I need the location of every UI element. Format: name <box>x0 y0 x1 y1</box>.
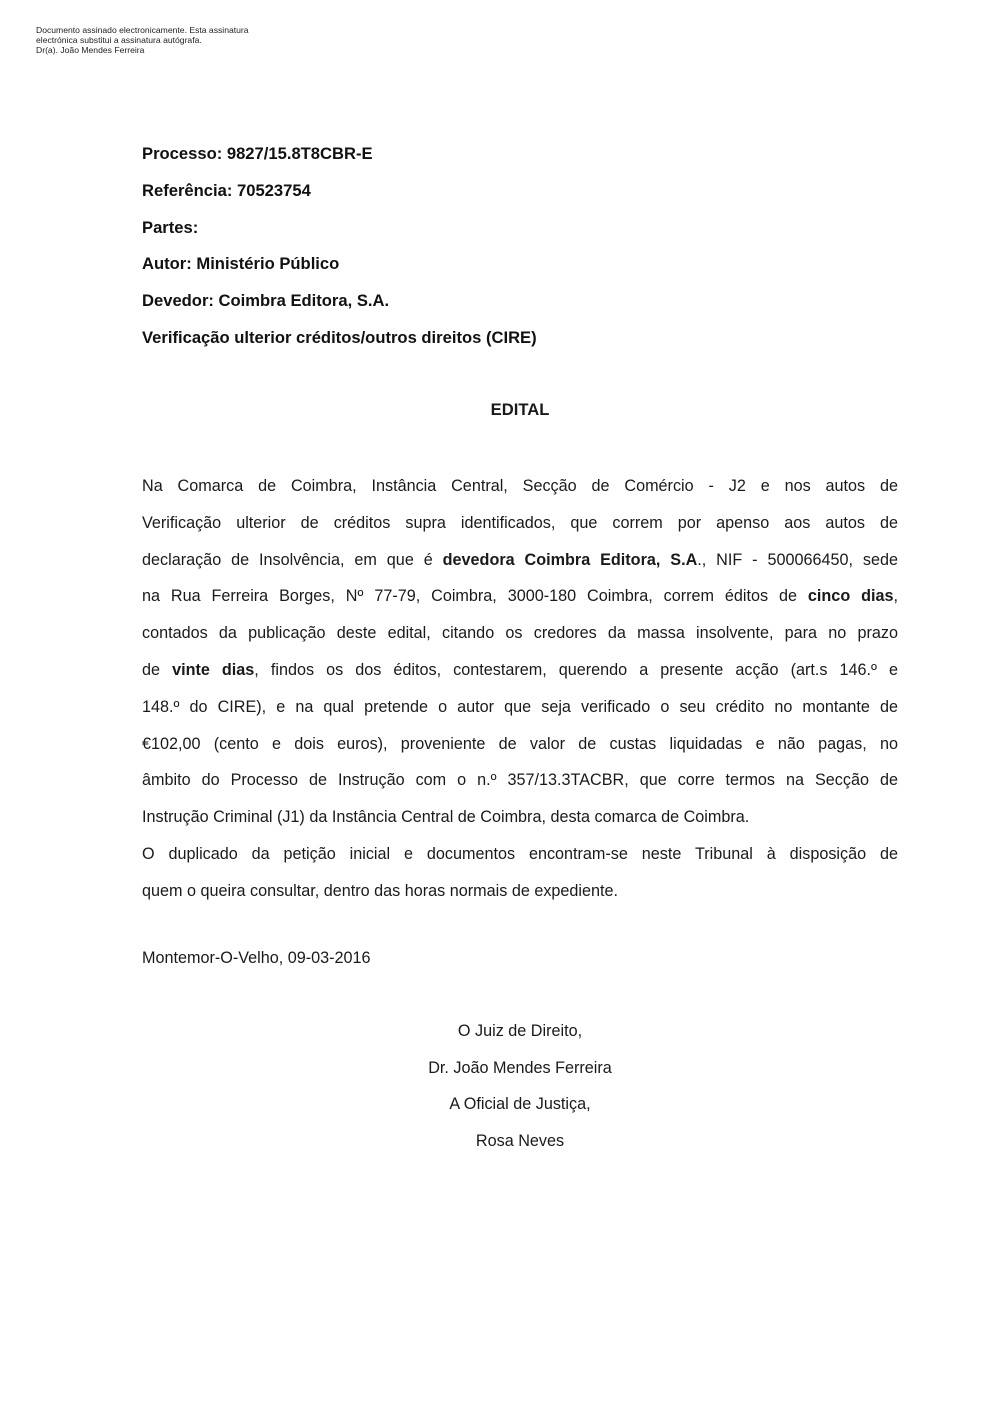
debtor: Devedor: Coimbra Editora, S.A. <box>142 291 390 311</box>
plaintiff: Autor: Ministério Público <box>142 254 340 274</box>
stamp-line: Dr(a). João Mendes Ferreira <box>36 45 145 56</box>
parties-label: Partes: <box>142 217 199 237</box>
body-line: âmbito do Processo de Instrução com o n.º 357/13.3TACBR, que corre termos na Secção de <box>142 771 898 790</box>
contest-period-bold: vinte dias <box>172 660 255 679</box>
judge-title: O Juiz de Direito, <box>457 1022 583 1040</box>
body-line: Verificação ulterior de créditos supra identificados, que correm por apenso aos autos de <box>142 513 898 532</box>
body-line: declaração de Insolvência, em que é devedora Coimbra Editora, S.A., NIF - 500066450, sede <box>142 550 899 569</box>
paragraph-documents <box>142 836 898 910</box>
case-header <box>142 140 537 361</box>
debtor-name-bold: devedora Coimbra Editora, S.A <box>442 550 698 569</box>
body-line: O duplicado da petição inicial e documentos encontram-se neste Tribunal à disposição de <box>142 844 898 863</box>
body-line: Instrução Criminal (J1) da Instância Central de Coimbra, desta comarca de Coimbra. <box>142 808 750 827</box>
body-line: 148.º do CIRE), e na qual pretende o autor que seja verificado o seu crédito no montante de <box>142 697 898 716</box>
electronic-signature-stamp <box>36 25 296 56</box>
document-title: EDITAL <box>490 400 550 419</box>
stamp-line: Documento assinado electronicamente. Esta assinatura <box>36 25 249 35</box>
body-line: quem o queira consultar, dentro das horas normais de expediente. <box>142 881 619 900</box>
body-line: contados da publicação deste edital, citando os credores da massa insolvente, para no prazo <box>142 624 898 643</box>
paragraph-main <box>142 468 898 836</box>
reference-number: Referência: 70523754 <box>142 180 311 200</box>
body-line: €102,00 (cento e dois euros), proveniente de valor de custas liquidadas e não pagas, no <box>142 734 898 753</box>
body-line: na Rua Ferreira Borges, Nº 77-79, Coimbra, 3000-180 Coimbra, correm éditos de cinco dias, <box>142 587 899 606</box>
officer-title: A Oficial de Justiça, <box>449 1095 591 1114</box>
officer-name: Rosa Neves <box>475 1131 565 1150</box>
case-type: Verificação ulterior créditos/outros direitos (CIRE) <box>142 327 537 347</box>
body-line: Na Comarca de Coimbra, Instância Central, Secção de Comércio - J2 e nos autos de <box>142 477 898 495</box>
body-line: de vinte dias, findos os dos éditos, contestarem, querendo a presente acção (art.s 146.º e <box>142 660 898 679</box>
document-body <box>142 468 898 910</box>
place-and-date: Montemor-O-Velho, 09-03-2016 <box>142 949 371 967</box>
stamp-line: electrónica substitui a assinatura autógrafa. <box>36 35 202 46</box>
notice-period-bold: cinco dias <box>807 587 894 606</box>
process-number: Processo: 9827/15.8T8CBR-E <box>142 144 373 163</box>
signature-block <box>142 1018 898 1164</box>
judge-name: Dr. João Mendes Ferreira <box>428 1058 612 1077</box>
